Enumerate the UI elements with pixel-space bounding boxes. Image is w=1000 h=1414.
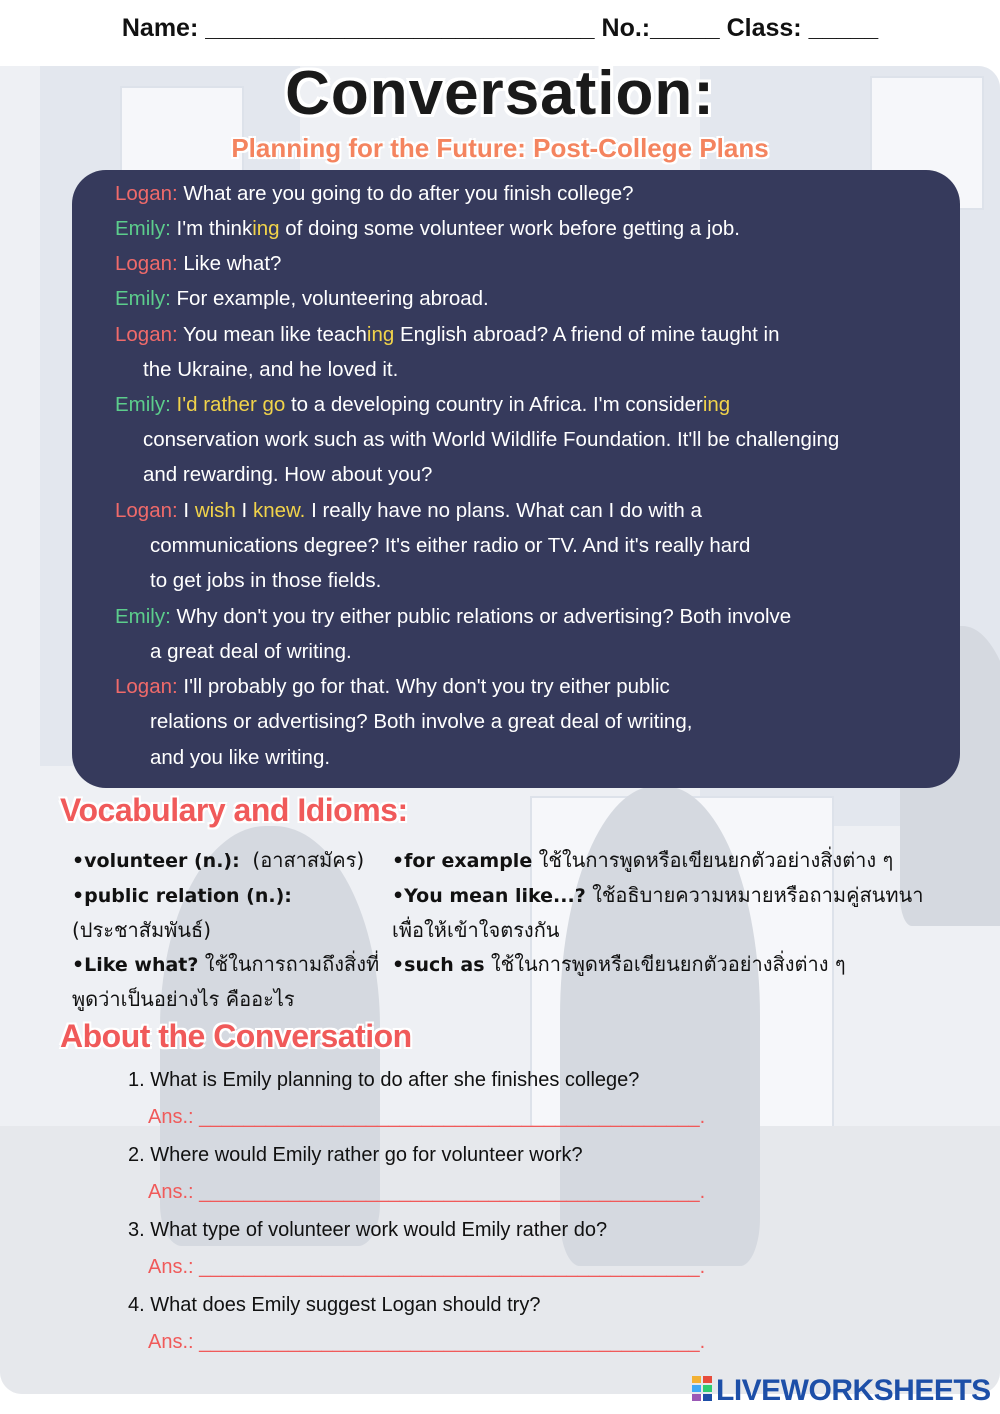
dialogue-line [115, 393, 730, 417]
vocab-term: •volunteer (n.): [72, 850, 240, 872]
number-label[interactable]: No.:_____ [601, 14, 720, 42]
speaker-emily: Emily: [115, 217, 171, 240]
speaker-emily: Emily: [115, 393, 171, 416]
dialogue-line [115, 675, 670, 699]
about-heading: About the Conversation [60, 1018, 412, 1054]
question-2: 2. Where would Emily rather go for volunteer work? [128, 1144, 583, 1166]
dialogue-text: I'm think [176, 217, 253, 240]
class-label[interactable]: Class: _____ [726, 14, 879, 42]
dialogue-line-continued: communications degree? It's either radio or TV. And it's really hard [150, 534, 751, 557]
vocab-definition: พูดว่าเป็นอย่างไร คืออะไร [72, 987, 295, 1011]
highlighted-text: ing [252, 217, 280, 240]
dialogue-text: of doing some volunteer work before getting a job. [285, 217, 740, 240]
name-blank[interactable]: ____________________________ [205, 14, 595, 42]
dialogue-text: Why don't you try either public relations or advertising? Both involve [176, 605, 792, 628]
answer-field-2[interactable]: Ans.: _____________________________________________. [148, 1181, 706, 1203]
highlighted-text: knew. [252, 499, 306, 522]
speaker-logan: Logan: [115, 182, 178, 205]
vocab-item [72, 947, 390, 982]
dialogue-line [115, 182, 634, 206]
answer-field-3[interactable]: Ans.: _____________________________________________. [148, 1256, 706, 1278]
conversation-box [72, 170, 960, 788]
vocab-term: •Like what? [72, 954, 199, 976]
speaker-emily: Emily: [115, 605, 171, 628]
liveworksheets-logo-icon [692, 1376, 712, 1402]
dialogue-text: I really have no plans. What can I do with a [311, 499, 702, 522]
vocab-item [392, 878, 992, 913]
liveworksheets-brand-text: LIVEWORKSHEETS [716, 1374, 991, 1407]
vocab-item [72, 878, 390, 913]
vocabulary-heading: Vocabulary and Idioms: [60, 792, 408, 828]
dialogue-line [115, 605, 791, 629]
vocabulary-left-column [72, 843, 390, 1016]
speaker-logan: Logan: [115, 323, 178, 346]
question-4: 4. What does Emily suggest Logan should try? [128, 1294, 541, 1316]
vocab-definition: ใช้ในการถามถึงสิ่งที่ [204, 952, 380, 976]
dialogue-text: to a developing country in Africa. I'm consider [290, 393, 703, 416]
vocab-definition: เพื่อให้เข้าใจตรงกัน [392, 918, 560, 942]
vocab-term: •You mean like...? [392, 885, 586, 907]
dialogue-line [115, 252, 281, 276]
vocab-term: •for example [392, 850, 533, 872]
highlighted-text: I'd rather go [176, 393, 286, 416]
speaker-emily: Emily: [115, 287, 171, 310]
page-title: Conversation: [285, 59, 715, 128]
dialogue-line-continued: relations or advertising? Both involve a great deal of writing, [150, 710, 693, 733]
question-1: 1. What is Emily planning to do after she finishes college? [128, 1069, 640, 1091]
name-label: Name: [121, 14, 199, 42]
dialogue-text: You mean like teach [183, 323, 367, 346]
answer-field-4[interactable]: Ans.: _____________________________________________. [148, 1331, 706, 1353]
question-3: 3. What type of volunteer work would Emily rather do? [128, 1219, 608, 1241]
speaker-logan: Logan: [115, 675, 178, 698]
dialogue-text: Like what? [183, 252, 282, 275]
vocab-definition: (อาสาสมัคร) [252, 848, 365, 872]
dialogue-text: For example, volunteering abroad. [176, 287, 489, 310]
answer-field-1[interactable]: Ans.: _____________________________________________. [148, 1106, 706, 1128]
dialogue-text: English abroad? A friend of mine taught in [399, 323, 780, 346]
dialogue-text: I'll probably go for that. Why don't you try either public [183, 675, 670, 698]
dialogue-line-continued: and rewarding. How about you? [143, 463, 433, 486]
vocab-item [392, 843, 992, 878]
highlighted-text: ing [702, 393, 731, 416]
vocab-term: •such as [392, 954, 485, 976]
dialogue-text: I [183, 499, 190, 522]
dialogue-line-continued: a great deal of writing. [150, 640, 352, 663]
student-info-header [0, 14, 1000, 43]
vocab-item [72, 843, 390, 878]
vocab-definition: ใช้ในการพูดหรือเขียนยกตัวอย่างสิ่งต่าง ๆ [490, 952, 846, 976]
dialogue-line-continued: conservation work such as with World Wildlife Foundation. It'll be challenging [143, 428, 840, 451]
dialogue-line-continued: and you like writing. [150, 746, 331, 769]
highlighted-text: ing [366, 323, 395, 346]
vocab-definition: (ประชาสัมพันธ์) [72, 918, 212, 942]
dialogue-line [115, 287, 489, 311]
vocabulary-right-column [392, 843, 992, 982]
vocab-item [392, 947, 992, 982]
vocab-definition: ใช้ในการพูดหรือเขียนยกตัวอย่างสิ่งต่าง ๆ [538, 848, 894, 872]
dialogue-line [115, 217, 740, 241]
page-subtitle: Planning for the Future: Post-College Plans [231, 133, 769, 163]
dialogue-line-continued: the Ukraine, and he loved it. [143, 358, 399, 381]
dialogue-text: What are you going to do after you finish college? [183, 182, 634, 205]
dialogue-line [115, 323, 779, 347]
dialogue-text: I [241, 499, 248, 522]
speaker-logan: Logan: [115, 499, 178, 522]
speaker-logan: Logan: [115, 252, 178, 275]
vocab-definition: ใช้อธิบายความหมายหรือถามคู่สนทนา [592, 883, 924, 907]
liveworksheets-logo[interactable] [692, 1374, 991, 1408]
dialogue-line [115, 499, 702, 523]
vocab-term: •public relation (n.): [72, 885, 292, 907]
highlighted-text: wish [194, 499, 236, 522]
dialogue-line-continued: to get jobs in those fields. [150, 569, 382, 592]
